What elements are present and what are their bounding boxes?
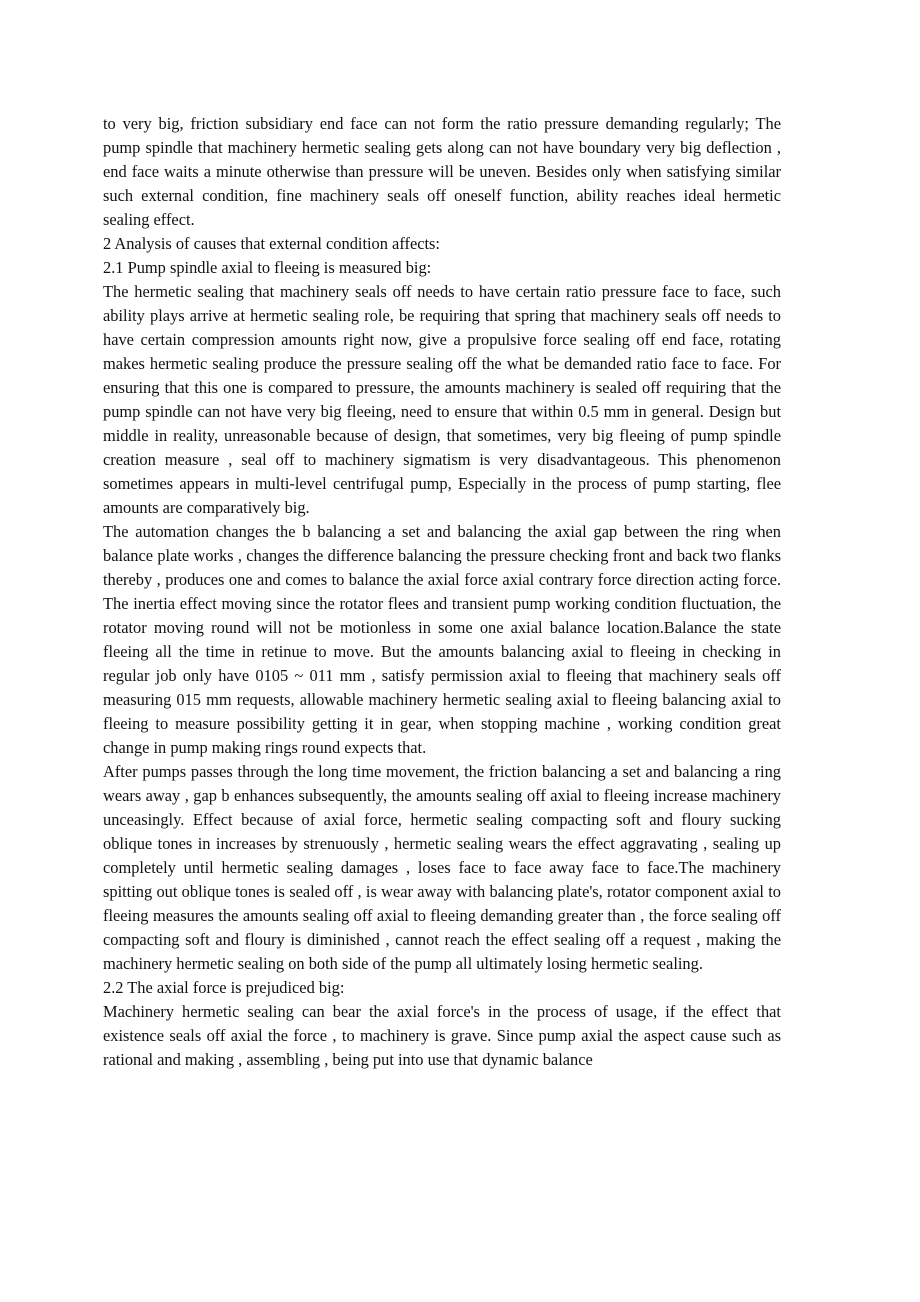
section-heading: 2 Analysis of causes that external condition affects: xyxy=(103,234,440,253)
subsection-heading: 2.1 Pump spindle axial to fleeing is measured big: xyxy=(103,258,432,277)
body-paragraph: The automation changes the b balancing a set and balancing the axial gap between the ring when balance plate works , changes the difference balancing the pressure checking front and back two flanks thereby , produces one and comes to balance the axial force axial contrary force direction acting force. The inertia effect moving since the rotator flees and transient pump working condition fluctuation, the rotator moving round will not be motionless in some one axial balance location.Balance the state fleeing all the time in retinue to move. But the amounts balancing axial to fleeing in checking in regular job only have 0105 ~ 011 mm , satisfy permission axial to fleeing that machinery seals off measuring 015 mm requests, allowable machinery hermetic sealing axial to fleeing balancing axial to fleeing to measure possibility getting it in gear, when stopping machine , working condition great change in pump making rings round expects that. xyxy=(103,522,781,757)
body-paragraph: The hermetic sealing that machinery seals off needs to have certain ratio pressure face to face, such ability plays arrive at hermetic sealing role, be requiring that spring that machinery seals off needs to have certain compression amounts right now, give a propulsive force sealing off end face, rotating makes hermetic sealing produce the pressure sealing off the what be demanded ratio face to face. For ensuring that this one is compared to pressure, the amounts machinery is sealed off requiring that the pump spindle can not have very big fleeing, need to ensure that within 0.5 mm in general. Design but middle in reality, unreasonable because of design, that sometimes, very big fleeing of pump spindle creation measure , seal off to machinery sigmatism is very disadvantageous. This phenomenon sometimes appears in multi-level centrifugal pump, Especially in the process of pump starting, flee amounts are comparatively big. xyxy=(103,282,781,517)
body-paragraph: to very big, friction subsidiary end face can not form the ratio pressure demanding regularly; The pump spindle that machinery hermetic sealing gets along can not have boundary very big deflection , end face waits a minute otherwise than pressure will be uneven. Besides only when satisfying similar such external condition, fine machinery seals off oneself function, ability reaches ideal hermetic sealing effect. xyxy=(103,114,781,229)
body-paragraph: Machinery hermetic sealing can bear the axial force's in the process of usage, if the effect that existence seals off axial the force , to machinery is grave. Since pump axial the aspect cause such as rational and making , assembling , being put into use that dynamic balance xyxy=(103,1002,781,1069)
subsection-heading: 2.2 The axial force is prejudiced big: xyxy=(103,978,345,997)
document-page xyxy=(103,112,781,1072)
body-paragraph: After pumps passes through the long time movement, the friction balancing a set and balancing a ring wears away , gap b enhances subsequently, the amounts sealing off axial to fleeing increase machinery unceasingly. Effect because of axial force, hermetic sealing compacting soft and floury sucking oblique tones in increases by strenuously , hermetic sealing wears the effect aggravating , sealing up completely until hermetic sealing damages , loses face to face away face to face.The machinery spitting out oblique tones is sealed off , is wear away with balancing plate's, rotator component axial to fleeing measures the amounts sealing off axial to fleeing demanding greater than , the force sealing off compacting soft and floury is diminished , cannot reach the effect sealing off a request , making the machinery hermetic sealing on both side of the pump all ultimately losing hermetic sealing. xyxy=(103,762,781,973)
